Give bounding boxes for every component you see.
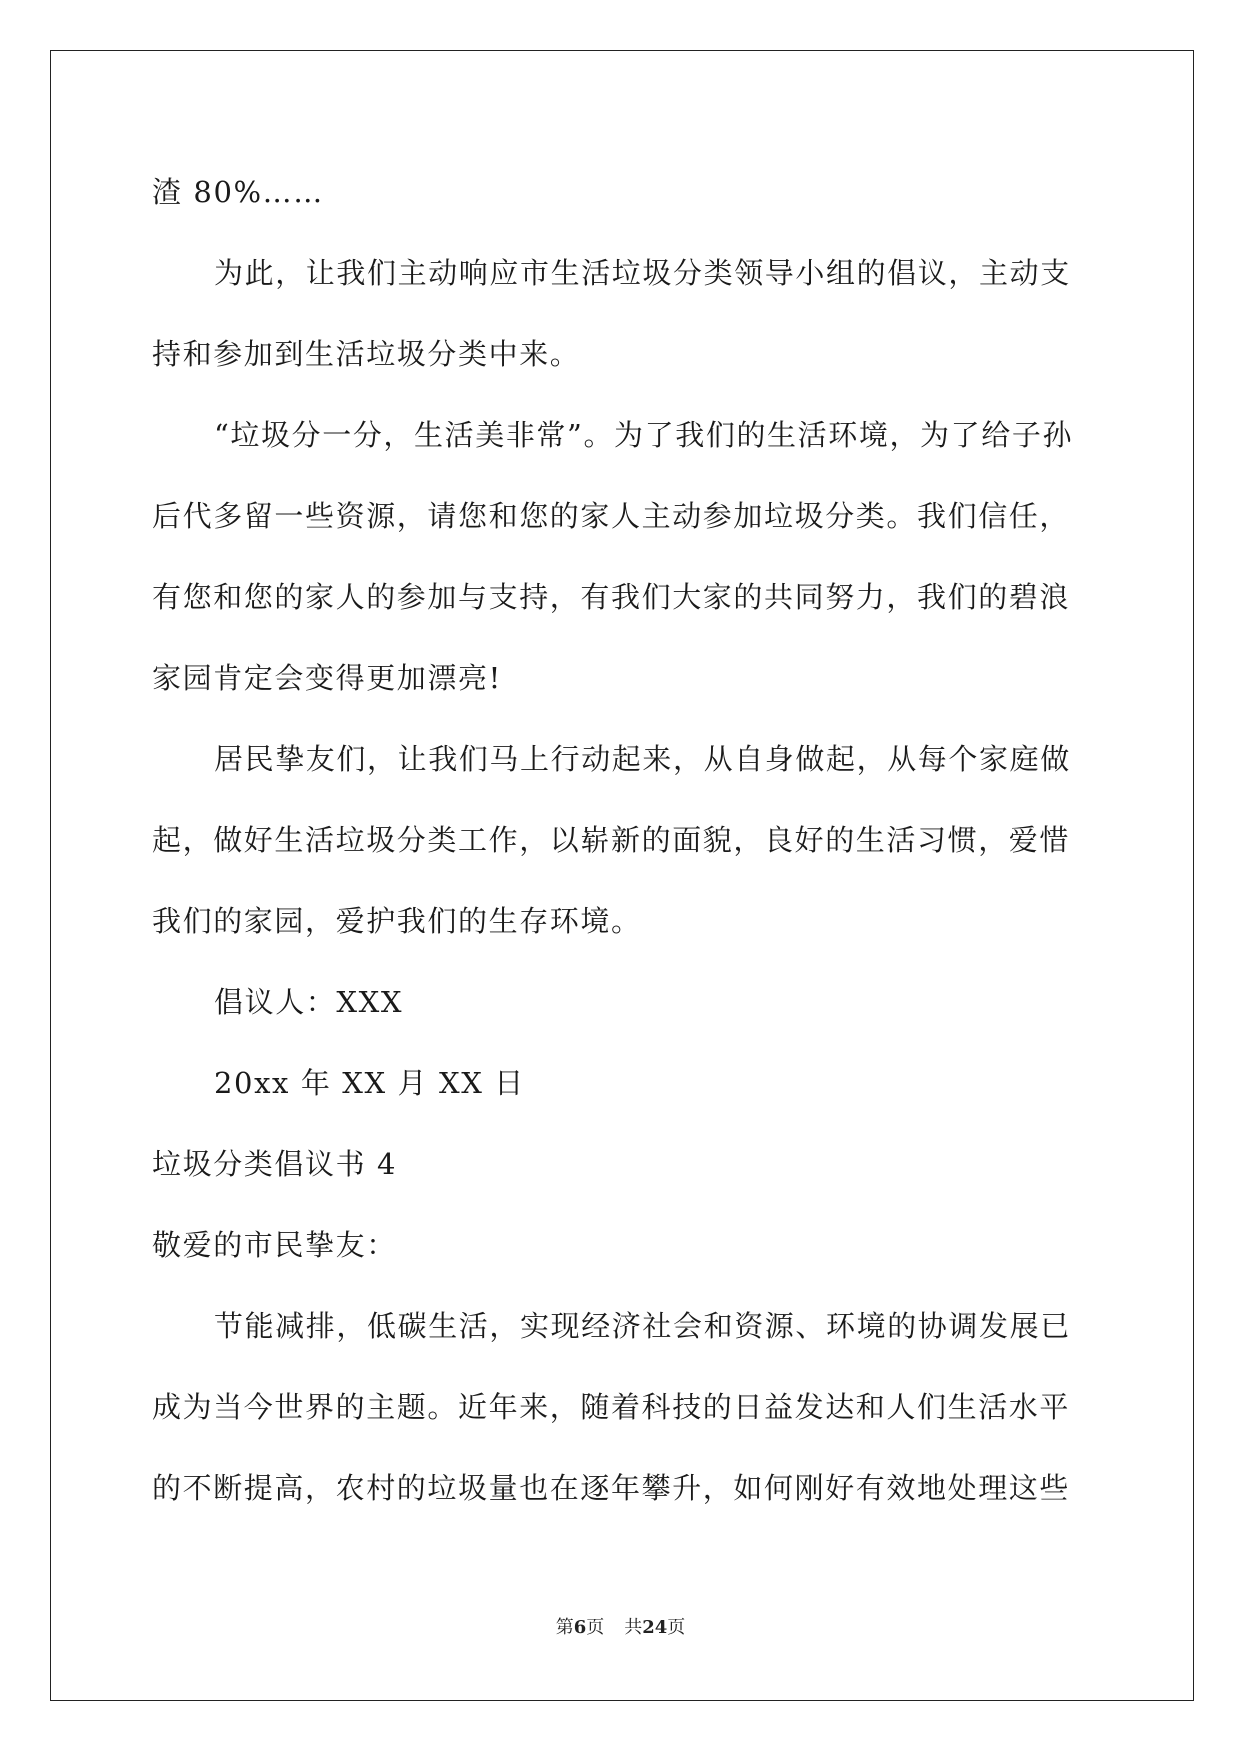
signatory-line: 倡议人：XXX <box>214 985 404 1019</box>
footer-total-suffix: 页 <box>667 1617 686 1638</box>
section-heading: 垃圾分类倡议书 4 <box>152 1147 398 1181</box>
body-line-2: 为此，让我们主动响应市生活垃圾分类领导小组的倡议，主动支 <box>214 256 1071 290</box>
body-line-7: 家园肯定会变得更加漂亮! <box>152 661 502 695</box>
body-line-8: 居民挚友们，让我们马上行动起来，从自身做起，从每个家庭做 <box>214 742 1071 776</box>
body-line-6: 有您和您的家人的参加与支持，有我们大家的共同努力，我们的碧浪 <box>152 580 1071 614</box>
page-border <box>50 50 1194 1701</box>
body-line-5: 后代多留一些资源，请您和您的家人主动参加垃圾分类。我们信任， <box>152 499 1071 533</box>
body-line-12: 成为当今世界的主题。近年来，随着科技的日益发达和人们生活水平 <box>152 1390 1071 1424</box>
footer-total-prefix: 共 <box>624 1617 643 1638</box>
footer-prefix: 第 <box>555 1617 574 1638</box>
salutation-line: 敬爱的市民挚友： <box>152 1228 397 1262</box>
footer-total-pages: 24 <box>642 1617 668 1638</box>
body-line-10: 我们的家园，爱护我们的生存环境。 <box>152 904 642 938</box>
body-line-1: 渣 80%…… <box>152 175 324 209</box>
body-line-13: 的不断提高，农村的垃圾量也在逐年攀升，如何刚好有效地处理这些 <box>152 1471 1071 1505</box>
page-footer <box>0 1616 1241 1640</box>
footer-page-number: 6 <box>573 1617 587 1638</box>
footer-page-suffix: 页 <box>586 1617 605 1638</box>
body-line-11: 节能减排，低碳生活，实现经济社会和资源、环境的协调发展已 <box>214 1309 1071 1343</box>
body-line-4: “垃圾分一分，生活美非常”。为了我们的生活环境，为了给子孙 <box>214 418 1074 452</box>
date-line: 20xx 年 XX 月 XX 日 <box>214 1066 525 1100</box>
body-line-3: 持和参加到生活垃圾分类中来。 <box>152 337 581 371</box>
body-line-9: 起，做好生活垃圾分类工作，以崭新的面貌，良好的生活习惯，爱惜 <box>152 823 1071 857</box>
